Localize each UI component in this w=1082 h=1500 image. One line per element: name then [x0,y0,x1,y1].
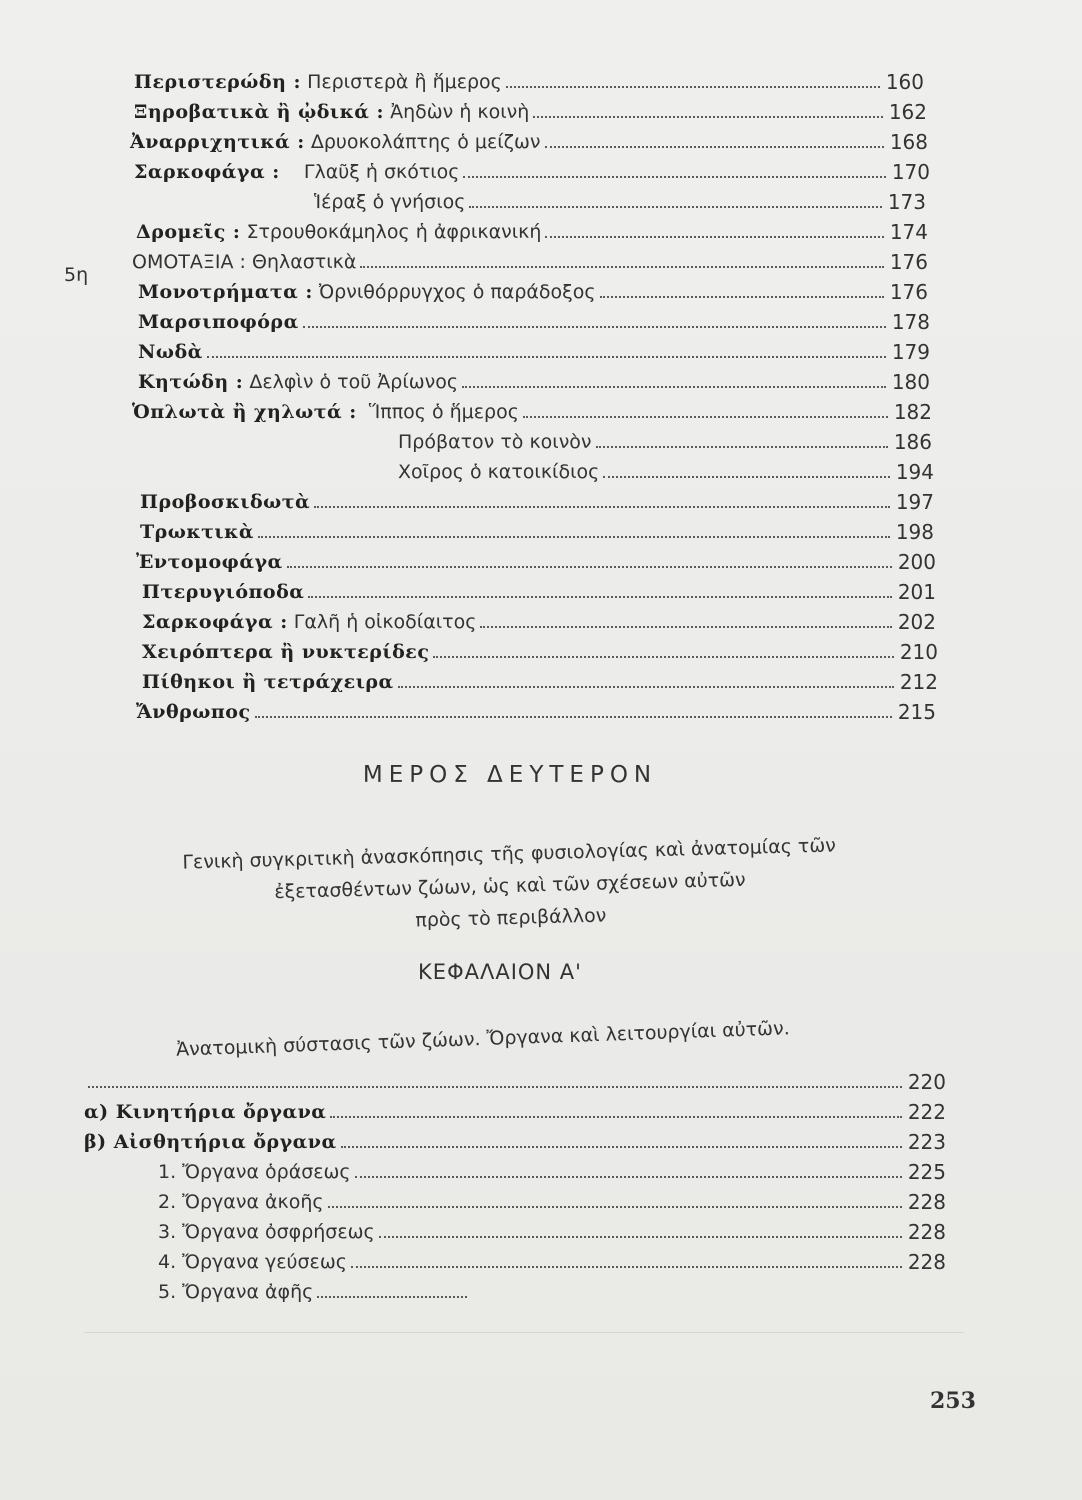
entry-label: Τρωκτικὰ [140,521,254,543]
entry-page: 160 [885,70,924,94]
entry-label: Κητώδη : [138,371,244,393]
entry-label: Ξηροβατικὰ ἢ ᾠδικά : [134,101,385,123]
dot-leader [433,654,893,658]
entry-sub: Γλαῦξ ἡ σκότιος [303,161,460,183]
entry-label: 4. Ὄργανα γεύσεως [158,1251,347,1273]
entry-page: 223 [907,1130,946,1154]
entry-page: 182 [893,400,932,424]
dot-leader [533,114,882,118]
entry-page: 201 [897,580,936,604]
toc-entry [138,368,930,394]
toc-entry [84,1098,946,1124]
entry-page: 176 [889,250,928,274]
entry-page: 200 [897,550,936,574]
dot-leader [308,594,891,598]
toc-entry [158,1158,946,1184]
entry-label: Προβοσκιδωτὰ [140,491,311,513]
entry-page: 228 [907,1250,946,1274]
entry-label: Ὁπλωτὰ ἢ χηλωτά : [132,401,357,423]
entry-label: Ἄνθρωπος [136,701,251,723]
entry-label: Περιστερώδη : [134,71,302,93]
toc-entry [314,188,926,214]
entry-page: 220 [907,1070,946,1094]
toc-entry [158,1278,858,1304]
toc-entry [142,638,938,664]
toc-entry [84,1128,946,1154]
entry-sub: Δρυοκολάπτης ὁ μείζων [310,131,541,153]
part-title: ΜΕΡΟΣ ΔΕΥΤΕΡΟΝ [362,762,658,788]
toc-entry [138,308,930,334]
entry-page: 202 [897,610,936,634]
entry-label: 1. Ὄργανα ὁράσεως [158,1161,351,1183]
entry-label: Μαρσιποφόρα [138,311,299,333]
entry-page: 179 [891,340,930,364]
chapter-title: ΚΕΦΑΛΑΙΟΝ Α' [418,960,582,984]
entry-page: 194 [895,460,934,484]
entry-sub: Ἵππος ὁ ἥμερος [368,401,519,423]
toc-entry [140,488,934,514]
dot-leader [303,324,886,328]
entry-page: 162 [888,100,927,124]
toc-entry [142,668,938,694]
entry-label: Νωδὰ [138,341,203,363]
entry-label: Σαρκοφάγα : [142,611,288,633]
dot-leader [480,624,891,628]
entry-page: 173 [887,190,926,214]
entry-page: 176 [889,280,928,304]
dot-leader [603,474,890,478]
toc-entry [142,578,936,604]
entry-page: 198 [895,520,934,544]
entry-page: 228 [907,1190,946,1214]
toc-entry [132,248,928,274]
dot-leader [398,684,894,688]
dot-leader [545,234,883,238]
dot-leader [351,1264,902,1268]
chapter-subtitle: Ἀνατομικὴ σύστασις τῶν ζώων. Ὄργανα καὶ λειτουργίαι αὐτῶν. [175,1017,791,1061]
class-number: 5η [64,264,89,286]
dot-leader [88,1084,902,1088]
dot-leader [506,84,880,88]
entry-page: 212 [899,670,938,694]
intro-line: πρὸς τὸ περιβάλλον [415,904,607,932]
entry-label: Ἐντομοφάγα [136,551,283,573]
dot-leader [287,564,892,568]
toc-entry [138,278,928,304]
entry-label: Πτερυγιόποδα [142,581,305,603]
entry-page: 225 [907,1160,946,1184]
toc-entry [136,698,936,724]
dot-leader [469,204,881,208]
entry-sub: Ἱέραξ ὁ γνήσιος [314,191,466,213]
entry-page: 215 [897,700,936,724]
dot-leader [330,1114,901,1118]
entry-page: 197 [895,490,934,514]
dot-leader [314,504,890,508]
entry-page: 178 [891,310,930,334]
entry-page: 174 [889,220,928,244]
dot-leader [545,144,884,148]
entry-sub: ΟΜΟΤΑΞΙΑ : Θηλαστικὰ [132,251,357,273]
dot-leader [255,714,892,718]
entry-page: 228 [907,1220,946,1244]
entry-page: 170 [891,160,930,184]
entry-label: Πίθηκοι ἢ τετράχειρα [142,671,394,693]
entry-page: 186 [893,430,932,454]
entry-page: 168 [889,130,928,154]
entry-sub: Δελφὶν ὁ τοῦ Ἀρίωνος [249,371,459,393]
dot-leader [341,1144,902,1148]
entry-sub: Πρόβατον τὸ κοινὸν [398,431,592,453]
intro-line: Γενικὴ συγκριτικὴ ἀνασκόπησις τῆς φυσιολογίας καὶ ἀνατομίας τῶν [182,834,837,874]
entry-sub: Περιστερὰ ἢ ἥμερος [307,71,502,93]
dot-leader [317,1294,467,1298]
toc-entry [158,1248,946,1274]
page-bleed-line [84,1332,964,1333]
toc-entry [136,218,928,244]
dot-leader [463,174,885,178]
dot-leader [355,1174,902,1178]
entry-sub: Ὀρνιθόρρυγχος ὁ παράδοξος [318,281,596,303]
entry-sub: Στρουθοκάμηλος ἡ ἀφρικανική [246,221,542,243]
entry-sub: Χοῖρος ὁ κατοικίδιος [398,461,600,483]
dot-leader [258,534,890,538]
entry-label: Μονοτρήματα : [138,281,313,303]
entry-label: α) Κινητήρια ὄργανα [84,1101,327,1123]
entry-sub: Ἀηδὼν ἡ κοινὴ [390,101,530,123]
dot-leader [462,384,886,388]
toc-entry [130,128,928,154]
intro-line: ἐξετασθέντων ζώων, ὡς καὶ τῶν σχέσεων αὐτῶν [274,868,746,904]
dot-leader [600,294,884,298]
entry-label: Σαρκοφάγα : [134,161,280,183]
entry-page: 180 [891,370,930,394]
dot-leader [596,444,888,448]
dot-leader [328,1204,902,1208]
entry-label: Ἀναρριχητικά : [130,131,305,153]
toc-entry [138,338,930,364]
entry-label: 5. Ὄργανα ἀφῆς [158,1281,314,1303]
entry-label: Χειρόπτερα ἢ νυκτερίδες [142,641,430,663]
toc-entry [84,1068,946,1094]
toc-entry [140,518,934,544]
toc-entry [136,548,936,574]
dot-leader [360,264,883,268]
toc-entry [398,428,932,454]
toc-entry [134,68,924,94]
entry-sub: Γαλῆ ἡ οἰκοδίαιτος [293,611,477,633]
toc-entry [398,458,934,484]
toc-entry [158,1218,946,1244]
entry-label: 3. Ὄργανα ὀσφρήσεως [158,1221,375,1243]
dot-leader [379,1234,902,1238]
page-number: 253 [930,1388,976,1414]
toc-entry [132,398,932,424]
toc-entry [134,98,927,124]
part-intro [119,828,901,944]
toc-entry [158,1188,946,1214]
entry-label: β) Αἰσθητήρια ὄργανα [84,1131,337,1153]
dot-leader [207,354,886,358]
toc-entry [134,158,930,184]
entry-page: 210 [899,640,938,664]
toc-entry [142,608,936,634]
entry-label: 2. Ὄργανα ἀκοῆς [158,1191,324,1213]
entry-page: 222 [907,1100,946,1124]
dot-leader [523,414,888,418]
entry-label: Δρομεῖς : [136,221,241,243]
